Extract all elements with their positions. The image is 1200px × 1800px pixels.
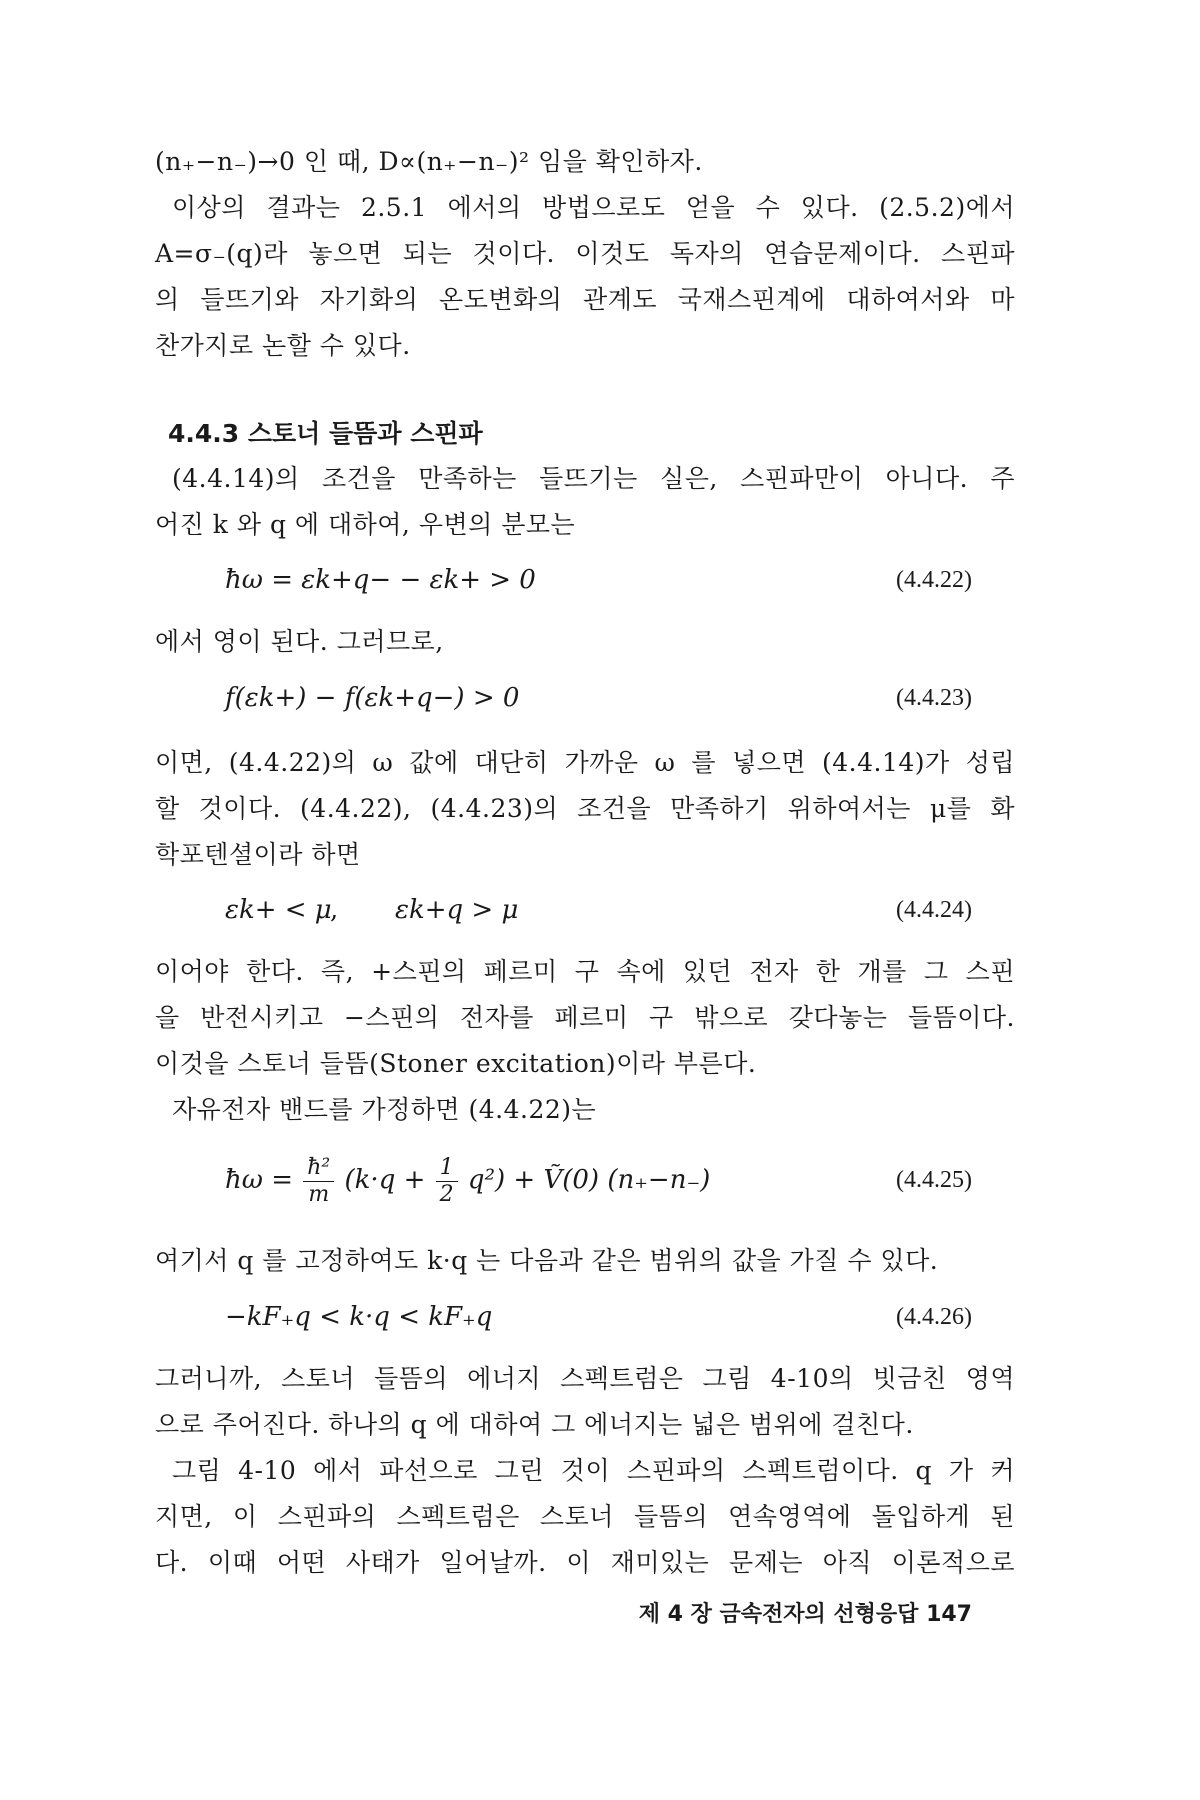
equation-comma: , — [330, 895, 339, 925]
text-line: 다. 이때 어떤 사태가 일어날까. 이 재미있는 문제는 아직 이론적으로 — [155, 1548, 1015, 1577]
text-line: 이어야 한다. 즉, +스핀의 페르미 구 속에 있던 전자 한 개를 그 스핀 — [155, 957, 1015, 986]
equation-4-4-23: f(εk+) − f(εk+q−) > 0 — [225, 683, 520, 713]
equation-4-4-22: ħω = εk+q− − εk+ > 0 — [225, 565, 536, 595]
text-line: 여기서 q 를 고정하여도 k·q 는 다음과 같은 범위의 값을 가질 수 있다. — [155, 1246, 939, 1275]
fraction-numerator: ħ² — [303, 1155, 334, 1182]
eq-middle: (k·q + — [344, 1165, 426, 1195]
text-line: 이면, (4.4.22)의 ω 값에 대단히 가까운 ω 를 넣으면 (4.4.14)가 성립 — [155, 748, 1015, 777]
text-line: 어진 k 와 q 에 대하여, 우변의 분모는 — [155, 510, 576, 539]
equation-number: (4.4.26) — [896, 1304, 972, 1330]
text-line: 자유전자 밴드를 가정하면 (4.4.22)는 — [172, 1095, 597, 1124]
fraction — [436, 1155, 458, 1208]
text-line: 이것을 스토너 들뜸(Stoner excitation)이라 부른다. — [155, 1049, 757, 1078]
fraction-denominator: m — [308, 1181, 330, 1207]
text-line: 그림 4-10 에서 파선으로 그린 것이 스핀파의 스펙트럼이다. q 가 커 — [172, 1456, 1015, 1485]
equation-number: (4.4.25) — [896, 1167, 972, 1193]
eq-rest: q²) + Ṽ(0) (n₊−n₋) — [467, 1165, 711, 1195]
text-line: 학포텐셜이라 하면 — [155, 840, 361, 869]
text-line: 을 반전시키고 −스핀의 전자를 페르미 구 밖으로 갖다놓는 들뜸이다. — [155, 1003, 1015, 1032]
text-line: 의 들뜨기와 자기화의 온도변화의 관계도 국재스핀계에 대하여서와 마 — [155, 285, 1015, 314]
equation-number: (4.4.24) — [896, 897, 972, 923]
fraction-numerator: 1 — [436, 1155, 458, 1182]
fraction-denominator: 2 — [439, 1181, 454, 1207]
text-line: 에서 영이 된다. 그러므로, — [155, 627, 444, 656]
text-line: A=σ₋(q)라 놓으면 되는 것이다. 이것도 독자의 연습문제이다. 스핀파 — [155, 239, 1015, 268]
text-line: 지면, 이 스핀파의 스펙트럼은 스토너 들뜸의 연속영역에 돌입하게 된 — [155, 1502, 1015, 1531]
equation-number: (4.4.23) — [896, 685, 972, 711]
text-line: 그러니까, 스토너 들뜸의 에너지 스펙트럼은 그림 4-10의 빗금친 영역 — [155, 1364, 1015, 1393]
section-heading: 4.4.3 스토너 들뜸과 스핀파 — [168, 419, 483, 448]
text-line: (4.4.14)의 조건을 만족하는 들뜨기는 실은, 스핀파만이 아니다. 주 — [172, 464, 1015, 493]
equation-4-4-26: −kF₊q < k·q < kF₊q — [225, 1302, 493, 1332]
text-line: 찬가지로 논할 수 있다. — [155, 331, 411, 360]
equation-4-4-24-right: εk+q > μ — [395, 895, 519, 925]
text-line: (n₊−n₋)→0 인 때, D∝(n₊−n₋)² 임을 확인하자. — [155, 147, 703, 176]
equation-4-4-24-left: εk+ < μ — [225, 895, 332, 925]
text-line: 할 것이다. (4.4.22), (4.4.23)의 조건을 만족하기 위하여서는 μ를 화 — [155, 794, 1015, 823]
text-line: 이상의 결과는 2.5.1 에서의 방법으로도 얻을 수 있다. (2.5.2)에서 — [172, 193, 1015, 222]
fraction — [303, 1155, 334, 1208]
text-line: 으로 주어진다. 하나의 q 에 대하여 그 에너지는 넓은 범위에 걸친다. — [155, 1410, 914, 1439]
eq-lhs: ħω = — [225, 1165, 293, 1195]
equation-4-4-25 — [225, 1150, 710, 1210]
page-footer: 제 4 장 금속전자의 선형응답 147 — [638, 1602, 972, 1627]
equation-number: (4.4.22) — [896, 567, 972, 593]
